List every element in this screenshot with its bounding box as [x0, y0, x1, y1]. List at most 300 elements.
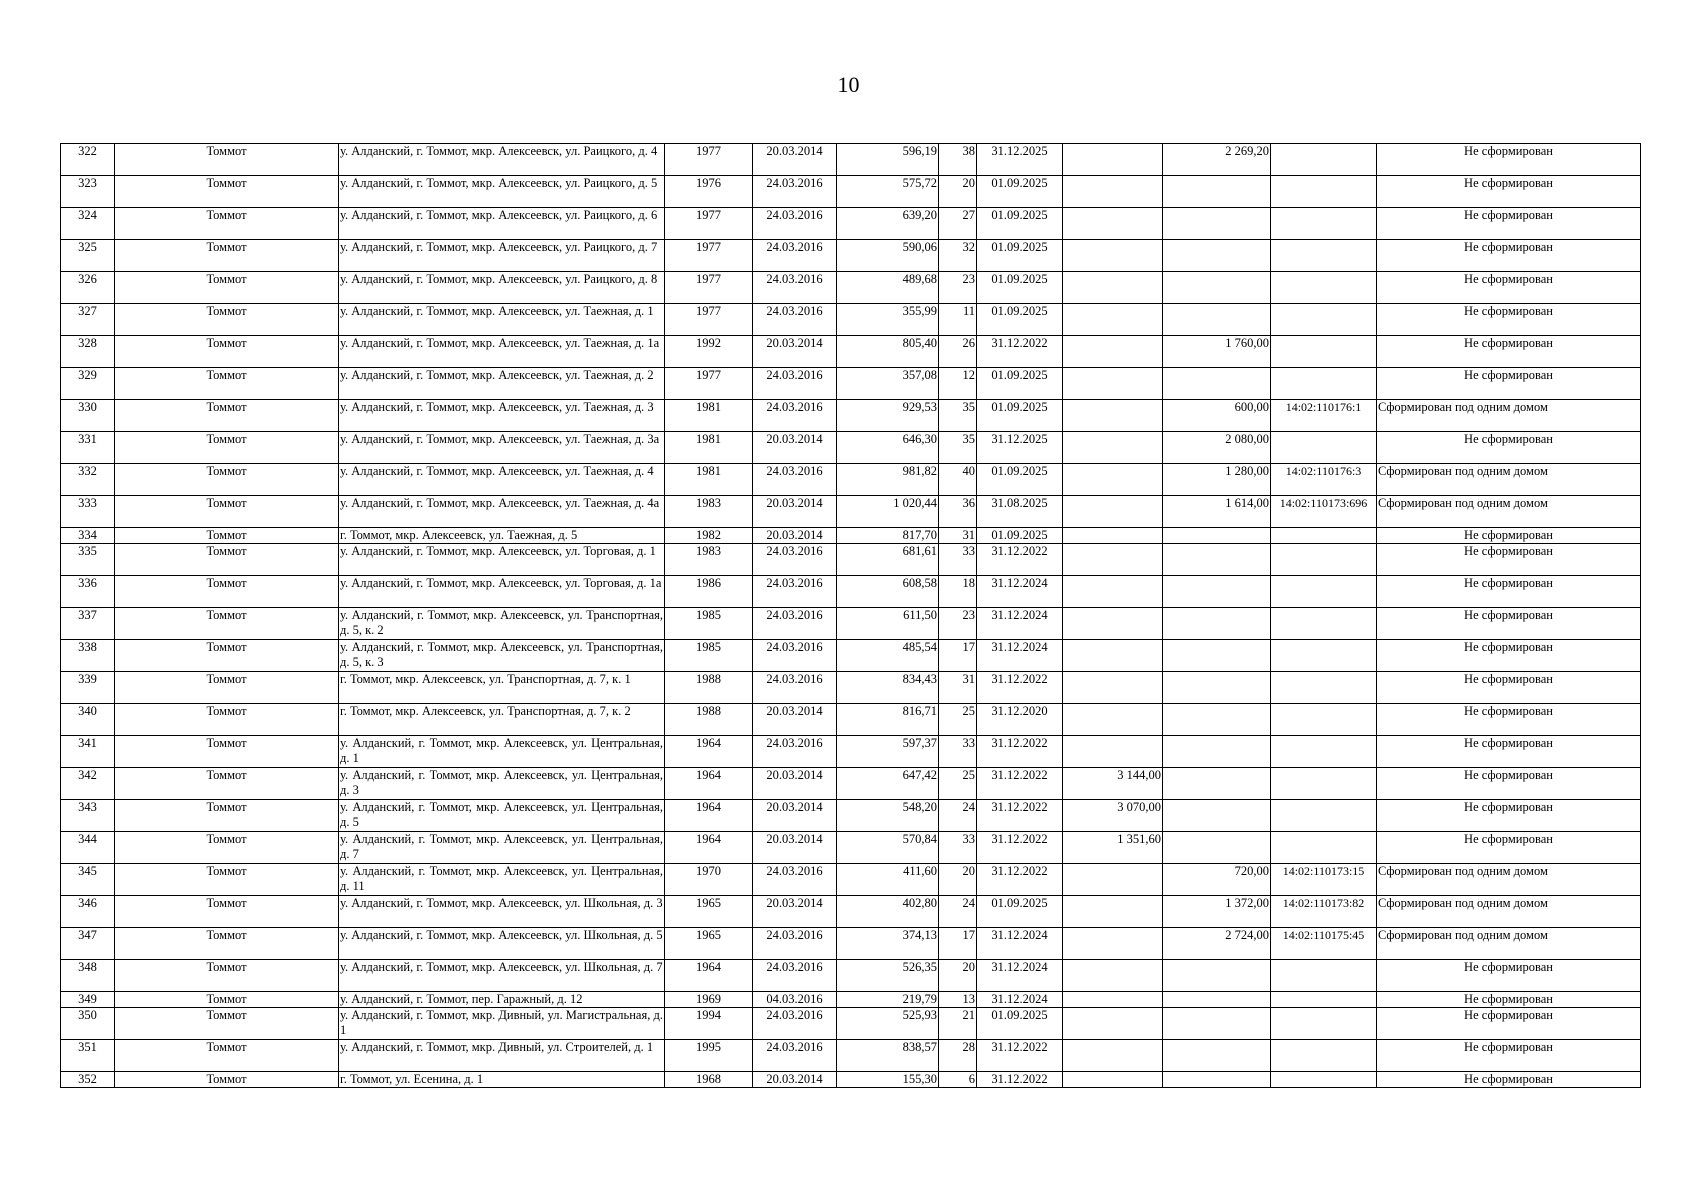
survey-date-cell: 24.03.2016: [753, 640, 837, 672]
cadastral-number-cell: [1271, 1072, 1377, 1088]
year-built-cell: 1985: [665, 608, 753, 640]
land-status-cell: Не сформирован: [1377, 544, 1641, 576]
survey-date-cell: 24.03.2016: [753, 304, 837, 336]
year-built-cell: 1995: [665, 1040, 753, 1072]
floor-area-cell: 981,82: [837, 464, 939, 496]
survey-date-cell: 24.03.2016: [753, 928, 837, 960]
address-cell: г. Томмот, мкр. Алексеевск, ул. Транспортная, д. 7, к. 2: [339, 704, 665, 736]
land-area-cell: [1163, 240, 1271, 272]
land-area-planned-cell: [1063, 400, 1163, 432]
survey-date-cell: 24.03.2016: [753, 672, 837, 704]
cadastral-number-cell: [1271, 304, 1377, 336]
land-status-cell: Не сформирован: [1377, 272, 1641, 304]
year-built-cell: 1964: [665, 768, 753, 800]
cadastral-number-cell: [1271, 368, 1377, 400]
address-cell: у. Алданский, г. Томмот, мкр. Алексеевск, ул. Таежная, д. 4а: [339, 496, 665, 528]
cadastral-number-cell: 14:02:110173:696: [1271, 496, 1377, 528]
survey-date-cell: 04.03.2016: [753, 992, 837, 1008]
address-cell: у. Алданский, г. Томмот, мкр. Алексеевск, ул. Таежная, д. 3: [339, 400, 665, 432]
locality-cell: Томмот: [115, 208, 339, 240]
table-row: [61, 864, 1641, 896]
survey-date-cell: 24.03.2016: [753, 368, 837, 400]
residents-cell: 33: [939, 736, 977, 768]
year-built-cell: 1977: [665, 240, 753, 272]
floor-area-cell: 646,30: [837, 432, 939, 464]
floor-area-cell: 929,53: [837, 400, 939, 432]
cadastral-number-cell: [1271, 432, 1377, 464]
year-built-cell: 1988: [665, 672, 753, 704]
year-built-cell: 1965: [665, 928, 753, 960]
land-status-cell: Сформирован под одним домом: [1377, 864, 1641, 896]
floor-area-cell: 1 020,44: [837, 496, 939, 528]
year-built-cell: 1977: [665, 272, 753, 304]
residents-cell: 33: [939, 544, 977, 576]
table-row: [61, 896, 1641, 928]
locality-cell: Томмот: [115, 176, 339, 208]
survey-date-cell: 20.03.2014: [753, 1072, 837, 1088]
row-number-cell: 348: [61, 960, 115, 992]
land-area-planned-cell: [1063, 864, 1163, 896]
address-cell: у. Алданский, г. Томмот, мкр. Алексеевск, ул. Раицкого, д. 5: [339, 176, 665, 208]
locality-cell: Томмот: [115, 304, 339, 336]
table-row: [61, 960, 1641, 992]
locality-cell: Томмот: [115, 704, 339, 736]
address-cell: у. Алданский, г. Томмот, мкр. Алексеевск, ул. Центральная, д. 7: [339, 832, 665, 864]
address-cell: г. Томмот, ул. Есенина, д. 1: [339, 1072, 665, 1088]
land-area-cell: [1163, 608, 1271, 640]
residents-cell: 38: [939, 144, 977, 176]
survey-date-cell: 24.03.2016: [753, 400, 837, 432]
land-status-cell: Не сформирован: [1377, 832, 1641, 864]
row-number-cell: 341: [61, 736, 115, 768]
land-area-cell: 1 614,00: [1163, 496, 1271, 528]
address-cell: у. Алданский, г. Томмот, мкр. Алексеевск, ул. Школьная, д. 3: [339, 896, 665, 928]
row-number-cell: 334: [61, 528, 115, 544]
row-number-cell: 351: [61, 1040, 115, 1072]
land-area-cell: [1163, 304, 1271, 336]
land-area-planned-cell: [1063, 896, 1163, 928]
cadastral-number-cell: [1271, 336, 1377, 368]
table-row: [61, 144, 1641, 176]
land-area-cell: [1163, 272, 1271, 304]
floor-area-cell: 647,42: [837, 768, 939, 800]
locality-cell: Томмот: [115, 272, 339, 304]
land-status-cell: Не сформирован: [1377, 704, 1641, 736]
land-area-cell: 600,00: [1163, 400, 1271, 432]
row-number-cell: 336: [61, 576, 115, 608]
land-area-planned-cell: [1063, 992, 1163, 1008]
land-status-cell: Не сформирован: [1377, 1008, 1641, 1040]
table-row: [61, 432, 1641, 464]
table-row: [61, 832, 1641, 864]
deadline-cell: 31.12.2024: [977, 608, 1063, 640]
year-built-cell: 1985: [665, 640, 753, 672]
cadastral-number-cell: [1271, 144, 1377, 176]
row-number-cell: 339: [61, 672, 115, 704]
locality-cell: Томмот: [115, 992, 339, 1008]
land-area-planned-cell: [1063, 336, 1163, 368]
floor-area-cell: 596,19: [837, 144, 939, 176]
row-number-cell: 328: [61, 336, 115, 368]
floor-area-cell: 805,40: [837, 336, 939, 368]
land-area-cell: 2 269,20: [1163, 144, 1271, 176]
land-status-cell: Сформирован под одним домом: [1377, 464, 1641, 496]
year-built-cell: 1977: [665, 368, 753, 400]
table-row: [61, 304, 1641, 336]
land-status-cell: Не сформирован: [1377, 432, 1641, 464]
deadline-cell: 01.09.2025: [977, 896, 1063, 928]
floor-area-cell: 219,79: [837, 992, 939, 1008]
address-cell: у. Алданский, г. Томмот, мкр. Алексеевск, ул. Раицкого, д. 8: [339, 272, 665, 304]
land-status-cell: Сформирован под одним домом: [1377, 400, 1641, 432]
deadline-cell: 31.12.2022: [977, 336, 1063, 368]
year-built-cell: 1964: [665, 832, 753, 864]
locality-cell: Томмот: [115, 528, 339, 544]
deadline-cell: 31.12.2022: [977, 544, 1063, 576]
row-number-cell: 349: [61, 992, 115, 1008]
year-built-cell: 1965: [665, 896, 753, 928]
survey-date-cell: 20.03.2014: [753, 528, 837, 544]
address-cell: у. Алданский, г. Томмот, мкр. Дивный, ул. Магистральная, д. 1: [339, 1008, 665, 1040]
land-status-cell: Не сформирован: [1377, 528, 1641, 544]
land-status-cell: Не сформирован: [1377, 576, 1641, 608]
floor-area-cell: 838,57: [837, 1040, 939, 1072]
survey-date-cell: 20.03.2014: [753, 144, 837, 176]
deadline-cell: 01.09.2025: [977, 304, 1063, 336]
cadastral-number-cell: [1271, 704, 1377, 736]
land-area-planned-cell: [1063, 240, 1163, 272]
page-number: 10: [837, 72, 860, 97]
table-row: [61, 336, 1641, 368]
year-built-cell: 1992: [665, 336, 753, 368]
land-area-planned-cell: 1 351,60: [1063, 832, 1163, 864]
cadastral-number-cell: [1271, 1040, 1377, 1072]
residents-cell: 23: [939, 272, 977, 304]
survey-date-cell: 24.03.2016: [753, 736, 837, 768]
address-cell: у. Алданский, г. Томмот, мкр. Алексеевск, ул. Центральная, д. 1: [339, 736, 665, 768]
land-area-planned-cell: [1063, 208, 1163, 240]
residents-cell: 20: [939, 864, 977, 896]
residents-cell: 20: [939, 176, 977, 208]
row-number-cell: 327: [61, 304, 115, 336]
land-area-planned-cell: [1063, 704, 1163, 736]
floor-area-cell: 525,93: [837, 1008, 939, 1040]
floor-area-cell: 570,84: [837, 832, 939, 864]
deadline-cell: 01.09.2025: [977, 208, 1063, 240]
deadline-cell: 31.12.2025: [977, 432, 1063, 464]
cadastral-number-cell: [1271, 736, 1377, 768]
floor-area-cell: 357,08: [837, 368, 939, 400]
land-status-cell: Не сформирован: [1377, 144, 1641, 176]
residents-cell: 31: [939, 672, 977, 704]
locality-cell: Томмот: [115, 896, 339, 928]
land-area-cell: [1163, 208, 1271, 240]
survey-date-cell: 20.03.2014: [753, 336, 837, 368]
survey-date-cell: 24.03.2016: [753, 960, 837, 992]
year-built-cell: 1969: [665, 992, 753, 1008]
survey-date-cell: 24.03.2016: [753, 576, 837, 608]
land-area-planned-cell: 3 144,00: [1063, 768, 1163, 800]
land-status-cell: Не сформирован: [1377, 336, 1641, 368]
land-area-planned-cell: [1063, 640, 1163, 672]
residents-cell: 32: [939, 240, 977, 272]
land-status-cell: Не сформирован: [1377, 992, 1641, 1008]
land-status-cell: Не сформирован: [1377, 1040, 1641, 1072]
deadline-cell: 01.09.2025: [977, 176, 1063, 208]
address-cell: у. Алданский, г. Томмот, мкр. Алексеевск, ул. Таежная, д. 2: [339, 368, 665, 400]
residents-cell: 12: [939, 368, 977, 400]
floor-area-cell: 355,99: [837, 304, 939, 336]
land-area-cell: [1163, 544, 1271, 576]
land-area-planned-cell: 3 070,00: [1063, 800, 1163, 832]
table-row: [61, 640, 1641, 672]
address-cell: у. Алданский, г. Томмот, мкр. Алексеевск, ул. Торговая, д. 1: [339, 544, 665, 576]
residents-cell: 25: [939, 704, 977, 736]
cadastral-number-cell: [1271, 672, 1377, 704]
address-cell: у. Алданский, г. Томмот, мкр. Алексеевск, ул. Школьная, д. 7: [339, 960, 665, 992]
table-row: [61, 928, 1641, 960]
deadline-cell: 31.12.2022: [977, 672, 1063, 704]
table-row: [61, 800, 1641, 832]
floor-area-cell: 834,43: [837, 672, 939, 704]
land-area-cell: [1163, 736, 1271, 768]
locality-cell: Томмот: [115, 672, 339, 704]
land-area-planned-cell: [1063, 272, 1163, 304]
table-row: [61, 1008, 1641, 1040]
floor-area-cell: 817,70: [837, 528, 939, 544]
land-area-planned-cell: [1063, 608, 1163, 640]
locality-cell: Томмот: [115, 768, 339, 800]
deadline-cell: 01.09.2025: [977, 368, 1063, 400]
row-number-cell: 345: [61, 864, 115, 896]
floor-area-cell: 681,61: [837, 544, 939, 576]
deadline-cell: 31.12.2022: [977, 800, 1063, 832]
deadline-cell: 31.12.2024: [977, 992, 1063, 1008]
floor-area-cell: 639,20: [837, 208, 939, 240]
deadline-cell: 31.12.2025: [977, 144, 1063, 176]
cadastral-number-cell: 14:02:110175:45: [1271, 928, 1377, 960]
row-number-cell: 325: [61, 240, 115, 272]
locality-cell: Томмот: [115, 144, 339, 176]
table-row: [61, 672, 1641, 704]
residents-cell: 35: [939, 432, 977, 464]
residents-cell: 33: [939, 832, 977, 864]
year-built-cell: 1964: [665, 800, 753, 832]
row-number-cell: 340: [61, 704, 115, 736]
cadastral-number-cell: [1271, 272, 1377, 304]
table-row: [61, 576, 1641, 608]
land-area-planned-cell: [1063, 464, 1163, 496]
address-cell: у. Алданский, г. Томмот, мкр. Дивный, ул. Строителей, д. 1: [339, 1040, 665, 1072]
locality-cell: Томмот: [115, 1008, 339, 1040]
cadastral-number-cell: 14:02:110173:15: [1271, 864, 1377, 896]
locality-cell: Томмот: [115, 464, 339, 496]
deadline-cell: 01.09.2025: [977, 400, 1063, 432]
residents-cell: 20: [939, 960, 977, 992]
cadastral-number-cell: [1271, 544, 1377, 576]
land-area-cell: [1163, 832, 1271, 864]
year-built-cell: 1981: [665, 464, 753, 496]
address-cell: у. Алданский, г. Томмот, мкр. Алексеевск, ул. Центральная, д. 11: [339, 864, 665, 896]
land-status-cell: Не сформирован: [1377, 800, 1641, 832]
land-area-planned-cell: [1063, 528, 1163, 544]
deadline-cell: 31.12.2024: [977, 576, 1063, 608]
row-number-cell: 331: [61, 432, 115, 464]
table-row: [61, 704, 1641, 736]
deadline-cell: 31.12.2022: [977, 736, 1063, 768]
land-area-planned-cell: [1063, 432, 1163, 464]
land-area-planned-cell: [1063, 496, 1163, 528]
residents-cell: 27: [939, 208, 977, 240]
address-cell: у. Алданский, г. Томмот, мкр. Алексеевск, ул. Транспортная, д. 5, к. 2: [339, 608, 665, 640]
row-number-cell: 337: [61, 608, 115, 640]
year-built-cell: 1981: [665, 400, 753, 432]
locality-cell: Томмот: [115, 544, 339, 576]
table-row: [61, 768, 1641, 800]
table-row: [61, 464, 1641, 496]
residents-cell: 31: [939, 528, 977, 544]
locality-cell: Томмот: [115, 432, 339, 464]
land-status-cell: Не сформирован: [1377, 1072, 1641, 1088]
land-status-cell: Не сформирован: [1377, 768, 1641, 800]
address-cell: у. Алданский, г. Томмот, мкр. Алексеевск, ул. Транспортная, д. 5, к. 3: [339, 640, 665, 672]
locality-cell: Томмот: [115, 928, 339, 960]
land-area-planned-cell: [1063, 544, 1163, 576]
land-area-cell: [1163, 528, 1271, 544]
survey-date-cell: 24.03.2016: [753, 208, 837, 240]
row-number-cell: 322: [61, 144, 115, 176]
land-area-cell: [1163, 1040, 1271, 1072]
locality-cell: Томмот: [115, 640, 339, 672]
land-status-cell: Не сформирован: [1377, 368, 1641, 400]
cadastral-number-cell: 14:02:110173:82: [1271, 896, 1377, 928]
cadastral-number-cell: [1271, 832, 1377, 864]
address-cell: у. Алданский, г. Томмот, мкр. Алексеевск, ул. Торговая, д. 1а: [339, 576, 665, 608]
land-area-planned-cell: [1063, 144, 1163, 176]
residents-cell: 25: [939, 768, 977, 800]
land-area-planned-cell: [1063, 1008, 1163, 1040]
land-status-cell: Не сформирован: [1377, 304, 1641, 336]
floor-area-cell: 374,13: [837, 928, 939, 960]
land-area-cell: 2 080,00: [1163, 432, 1271, 464]
year-built-cell: 1970: [665, 864, 753, 896]
table-row: [61, 1072, 1641, 1088]
table-row: [61, 736, 1641, 768]
cadastral-number-cell: [1271, 800, 1377, 832]
land-area-cell: [1163, 672, 1271, 704]
locality-cell: Томмот: [115, 960, 339, 992]
locality-cell: Томмот: [115, 336, 339, 368]
land-status-cell: Сформирован под одним домом: [1377, 896, 1641, 928]
address-cell: у. Алданский, г. Томмот, мкр. Алексеевск, ул. Раицкого, д. 7: [339, 240, 665, 272]
locality-cell: Томмот: [115, 1072, 339, 1088]
land-status-cell: Не сформирован: [1377, 208, 1641, 240]
cadastral-number-cell: 14:02:110176:1: [1271, 400, 1377, 432]
cadastral-number-cell: [1271, 528, 1377, 544]
floor-area-cell: 608,58: [837, 576, 939, 608]
land-area-cell: [1163, 576, 1271, 608]
year-built-cell: 1977: [665, 144, 753, 176]
land-status-cell: Не сформирован: [1377, 176, 1641, 208]
land-area-cell: [1163, 1072, 1271, 1088]
land-area-planned-cell: [1063, 1072, 1163, 1088]
survey-date-cell: 24.03.2016: [753, 608, 837, 640]
cadastral-number-cell: [1271, 208, 1377, 240]
survey-date-cell: 24.03.2016: [753, 176, 837, 208]
survey-date-cell: 20.03.2014: [753, 896, 837, 928]
deadline-cell: 31.12.2024: [977, 640, 1063, 672]
year-built-cell: 1968: [665, 1072, 753, 1088]
year-built-cell: 1986: [665, 576, 753, 608]
table-row: [61, 400, 1641, 432]
row-number-cell: 335: [61, 544, 115, 576]
land-status-cell: Не сформирован: [1377, 672, 1641, 704]
residents-cell: 17: [939, 928, 977, 960]
residents-cell: 24: [939, 800, 977, 832]
land-area-cell: [1163, 800, 1271, 832]
residents-cell: 40: [939, 464, 977, 496]
survey-date-cell: 20.03.2014: [753, 432, 837, 464]
address-cell: у. Алданский, г. Томмот, мкр. Алексеевск, ул. Таежная, д. 3а: [339, 432, 665, 464]
locality-cell: Томмот: [115, 240, 339, 272]
floor-area-cell: 485,54: [837, 640, 939, 672]
land-area-cell: [1163, 960, 1271, 992]
land-area-cell: 2 724,00: [1163, 928, 1271, 960]
residents-cell: 26: [939, 336, 977, 368]
address-cell: у. Алданский, г. Томмот, мкр. Алексеевск, ул. Школьная, д. 5: [339, 928, 665, 960]
floor-area-cell: 489,68: [837, 272, 939, 304]
deadline-cell: 01.09.2025: [977, 528, 1063, 544]
land-area-cell: [1163, 176, 1271, 208]
locality-cell: Томмот: [115, 832, 339, 864]
deadline-cell: 31.12.2020: [977, 704, 1063, 736]
year-built-cell: 1964: [665, 960, 753, 992]
locality-cell: Томмот: [115, 864, 339, 896]
survey-date-cell: 20.03.2014: [753, 704, 837, 736]
floor-area-cell: 597,37: [837, 736, 939, 768]
row-number-cell: 324: [61, 208, 115, 240]
row-number-cell: 350: [61, 1008, 115, 1040]
residents-cell: 6: [939, 1072, 977, 1088]
cadastral-number-cell: [1271, 608, 1377, 640]
floor-area-cell: 611,50: [837, 608, 939, 640]
land-area-cell: 1 280,00: [1163, 464, 1271, 496]
residents-cell: 21: [939, 1008, 977, 1040]
locality-cell: Томмот: [115, 400, 339, 432]
row-number-cell: 326: [61, 272, 115, 304]
land-area-planned-cell: [1063, 176, 1163, 208]
survey-date-cell: 20.03.2014: [753, 768, 837, 800]
cadastral-number-cell: [1271, 960, 1377, 992]
land-status-cell: Не сформирован: [1377, 640, 1641, 672]
locality-cell: Томмот: [115, 736, 339, 768]
deadline-cell: 31.12.2022: [977, 1072, 1063, 1088]
row-number-cell: 343: [61, 800, 115, 832]
locality-cell: Томмот: [115, 496, 339, 528]
address-cell: у. Алданский, г. Томмот, мкр. Алексеевск, ул. Таежная, д. 4: [339, 464, 665, 496]
year-built-cell: 1981: [665, 432, 753, 464]
year-built-cell: 1982: [665, 528, 753, 544]
land-area-cell: [1163, 640, 1271, 672]
address-cell: у. Алданский, г. Томмот, мкр. Алексеевск, ул. Центральная, д. 5: [339, 800, 665, 832]
land-area-planned-cell: [1063, 736, 1163, 768]
land-area-planned-cell: [1063, 368, 1163, 400]
land-status-cell: Не сформирован: [1377, 736, 1641, 768]
cadastral-number-cell: [1271, 576, 1377, 608]
residents-cell: 28: [939, 1040, 977, 1072]
land-area-planned-cell: [1063, 928, 1163, 960]
address-cell: у. Алданский, г. Томмот, мкр. Алексеевск, ул. Центральная, д. 3: [339, 768, 665, 800]
